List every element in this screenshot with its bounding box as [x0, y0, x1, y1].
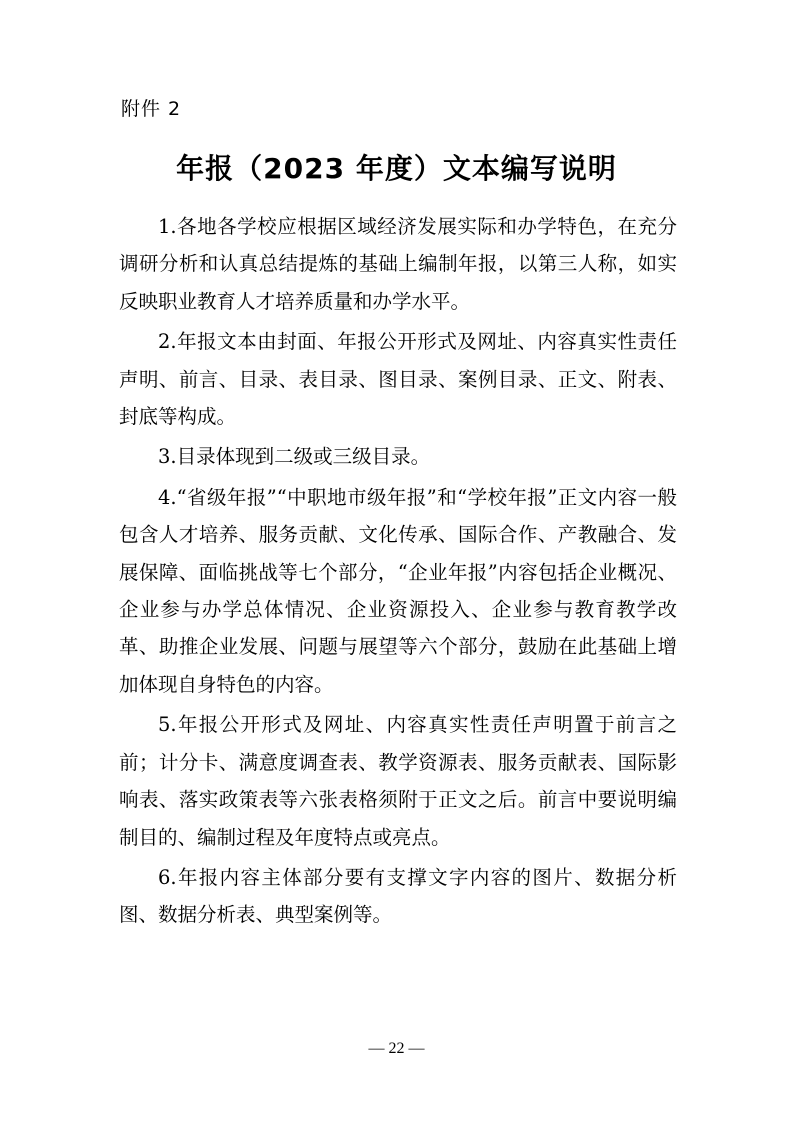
paragraph-4: 4.“省级年报”“中职地市级年报”和“学校年报”正文内容一般包含人才培养、服务贡献、文化传承、国际合作、产教融合、发展保障、面临挑战等七个部分，“企业年报”内容包括企业概况、企业参与办学总体情况、企业资源投入、企业参与教育教学改革、助推企业发展、问题与展望等六个部分，鼓励在此基础上增加体现自身特色的内容。: [119, 485, 677, 696]
paragraph-5: 5.年报公开形式及网址、内容真实性责任声明置于前言之前；计分卡、满意度调查表、教学资源表、服务贡献表、国际影响表、落实政策表等六张表格须附于正文之后。前言中要说明编制目的、编制过程及年度特点或亮点。: [119, 713, 677, 849]
paragraph-2: 2.年报文本由封面、年报公开形式及网址、内容真实性责任声明、前言、目录、表目录、图目录、案例目录、正文、附表、封底等构成。: [119, 330, 677, 429]
paragraph-3: 3.目录体现到二级或三级目录。: [158, 445, 431, 469]
attachment-label: 附件 2: [121, 98, 182, 120]
document-body: [119, 208, 677, 934]
paragraph-1: 1.各地各学校应根据区域经济发展实际和办学特色，在充分调研分析和认真总结提炼的基础上编制年报，以第三人称，如实反映职业教育人才培养质量和办学水平。: [119, 215, 677, 313]
paragraph-6: 6.年报内容主体部分要有支撑文字内容的图片、数据分析图、数据分析表、典型案例等。: [119, 865, 677, 927]
page-title: 年报（2023 年度）文本编写说明: [176, 152, 617, 185]
page-number: — 22 —: [368, 1040, 425, 1057]
